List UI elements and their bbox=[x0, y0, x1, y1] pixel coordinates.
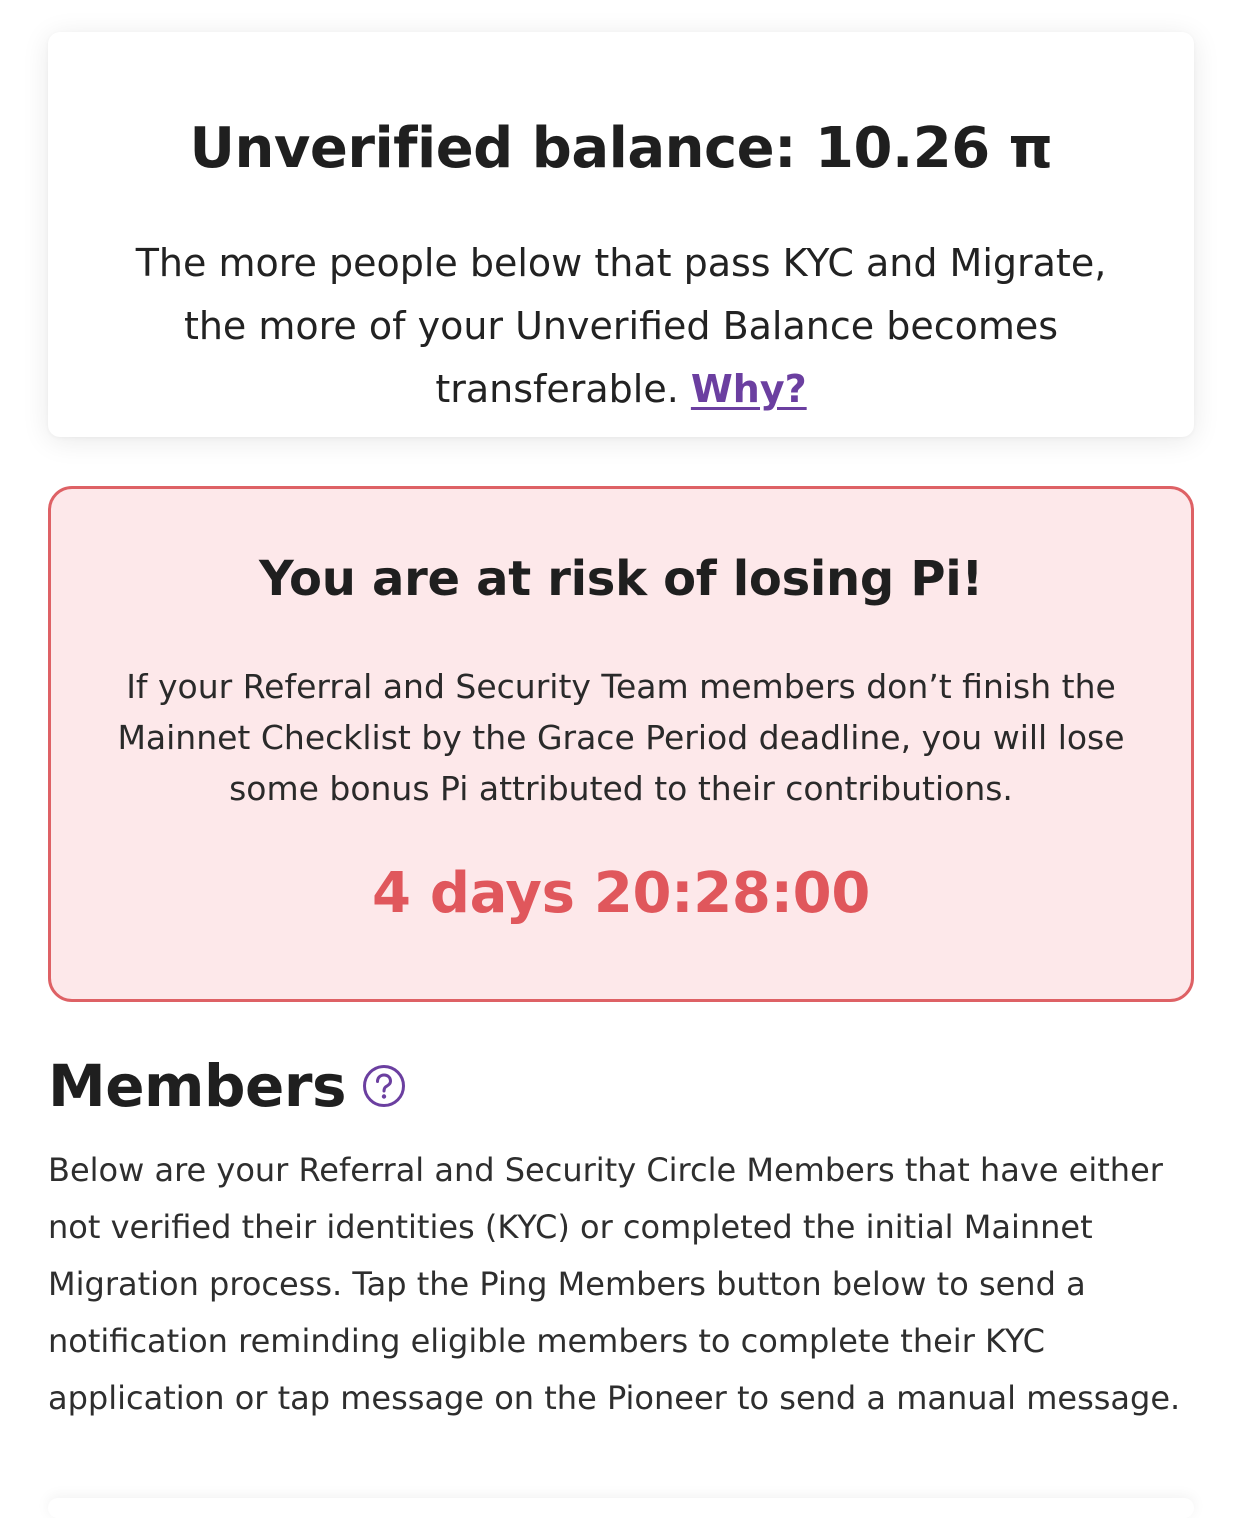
next-card-edge bbox=[48, 1498, 1194, 1518]
unverified-balance-card bbox=[48, 32, 1194, 437]
question-circle-icon[interactable] bbox=[362, 1064, 406, 1108]
unverified-balance-description bbox=[108, 232, 1134, 421]
why-link[interactable]: Why? bbox=[690, 367, 807, 411]
members-title: Members bbox=[48, 1052, 346, 1120]
balance-description-text: The more people below that pass KYC and Migrate, the more of your Unverified Balance becomes transferable. bbox=[135, 241, 1107, 411]
risk-warning-card bbox=[48, 486, 1194, 1002]
grace-period-countdown: 4 days 20:28:00 bbox=[371, 861, 871, 926]
members-header bbox=[48, 1052, 406, 1120]
unverified-balance-title: Unverified balance: 10.26 π bbox=[189, 116, 1053, 181]
risk-warning-description: If your Referral and Security Team members don’t finish the Mainnet Checklist by the Grace Period deadline, you will lose some bonus Pi attributed to their contributions. bbox=[117, 667, 1125, 808]
risk-warning-title: You are at risk of losing Pi! bbox=[258, 551, 983, 607]
members-description: Below are your Referral and Security Circle Members that have either not verified their identities (KYC) or completed the initial Mainnet Migration process. Tap the Ping Members button below to send a notification reminding eligible members to complete their KYC application or tap message on the Pioneer to send a manual message. bbox=[48, 1151, 1181, 1417]
